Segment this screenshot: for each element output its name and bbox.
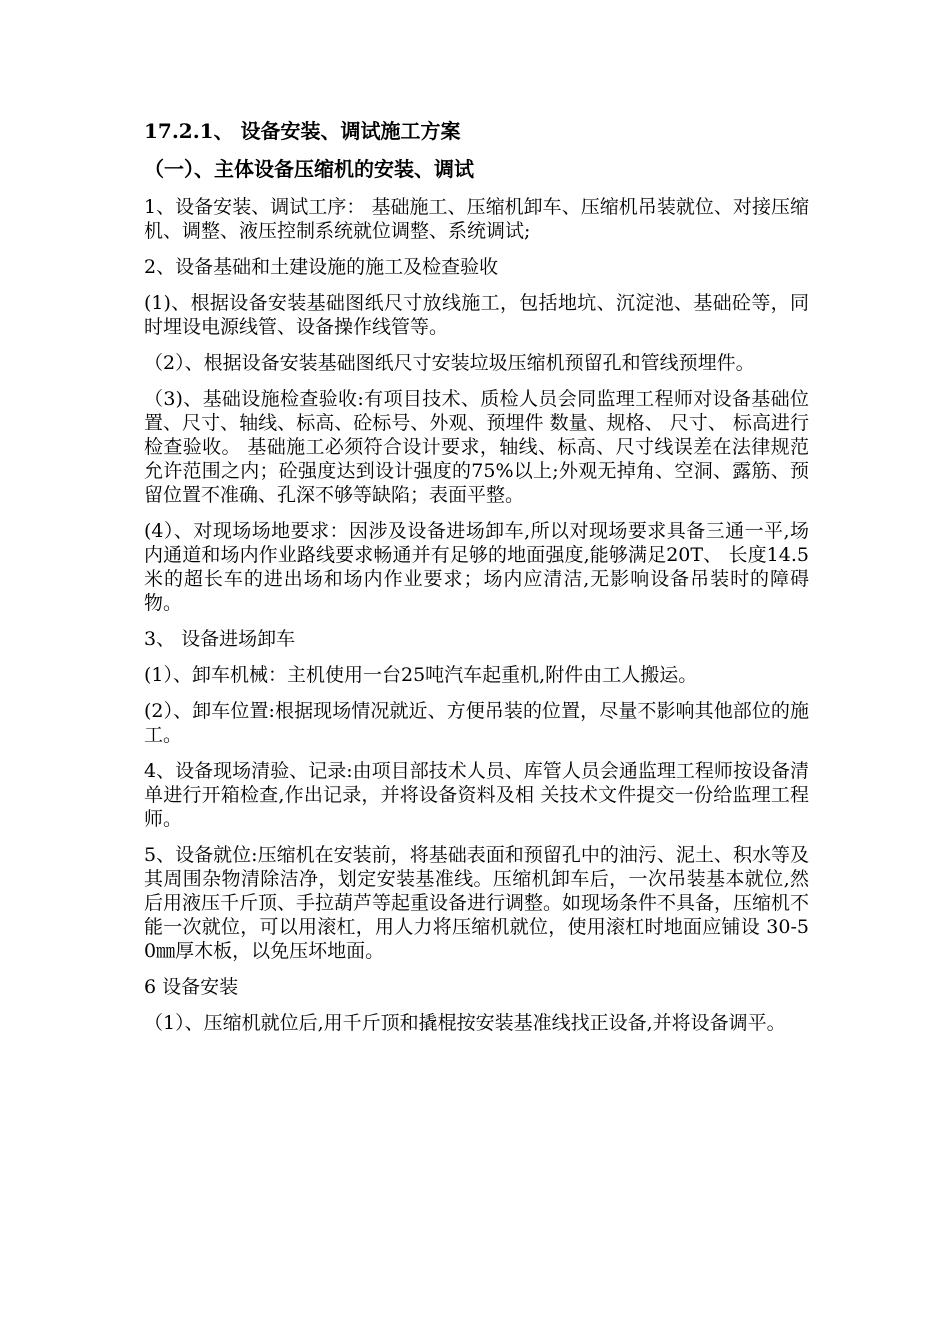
paragraph-foundation-title: 2、设备基础和土建设施的施工及检查验收 (144, 256, 499, 278)
paragraph-equipment-install-title: 6 设备安装 (144, 976, 239, 998)
subsection-heading: （一）、主体设备压缩机的安装、调试 (144, 157, 474, 181)
paragraph-site-requirements: (4）、对现场场地要求：因涉及设备进场卸车,所以对现场要求具备三通一平,场内通道和场内作业路线要求畅通并有足够的地面强度,能够满足20T、 长度14.5米的超长车的进出场和场内作业要求；场内应清洁,无影响设备吊装时的障碍物。 (144, 520, 809, 614)
paragraph-embedded-parts: （2）、根据设备安装基础图纸尺寸安装垃圾压缩机预留孔和管线预埋件。 (144, 352, 755, 374)
paragraph-unloading-machinery: (1）、卸车机械：主机使用一台25吨汽车起重机,附件由工人搬运。 (144, 664, 698, 686)
paragraph-foundation-layout: (1)、根据设备安装基础图纸尺寸放线施工，包括地坑、沉淀池、基础砼等，同时埋设电源线管、设备操作线管等。 (144, 292, 809, 338)
paragraph-install-procedure: 1、设备安装、调试工序： 基础施工、压缩机卸车、压缩机吊装就位、对接压缩机、调整、液压控制系统就位调整、系统调试; (144, 196, 809, 242)
document-page (144, 118, 809, 1047)
paragraph-equipment-positioning: 5、设备就位:压缩机在安装前，将基础表面和预留孔中的油污、泥土、积水等及其周围杂物清除洁净，划定安装基准线。压缩机卸车后，一次吊装基本就位,然后用液压千斤顶、手拉葫芦等起重设备进行调整。如现场条件不具备，压缩机不能一次就位，可以用滚杠，用人力将压缩机就位，使用滚杠时地面应铺设 30-50㎜厚木板，以免压坏地面。 (144, 844, 810, 962)
paragraph-leveling: （1）、压缩机就位后,用千斤顶和撬棍按安装基准线找正设备,并将设备调平。 (144, 1012, 786, 1034)
paragraph-unloading-position: (2）、卸车位置:根据现场情况就近、方便吊装的位置，尽量不影响其他部位的施工。 (144, 700, 809, 746)
paragraph-foundation-inspection: （3)、基础设施检查验收:有项目技术、质检人员会同监理工程师对设备基础位置、尺寸、轴线、标高、砼标号、外观、预埋件 数量、规格、 尺寸、 标高进行检查验收。 基础施工必须符合设计要求，轴线、标高、尺寸线误差在法律规范允许范围之内；砼强度达到设计强度的75%以上;外观无掉角、空洞、露筋、预留位置不准确、孔深不够等缺陷；表面平整。 (144, 388, 809, 506)
section-heading: 17.2.1、 设备安装、调试施工方案 (144, 119, 461, 143)
paragraph-inspection-record: 4、设备现场清验、记录:由项目部技术人员、库管人员会通监理工程师按设备清单进行开箱检查,作出记录，并将设备资料及相 关技术文件提交一份给监理工程师。 (144, 760, 809, 830)
paragraph-unloading-title: 3、 设备进场卸车 (144, 628, 296, 650)
